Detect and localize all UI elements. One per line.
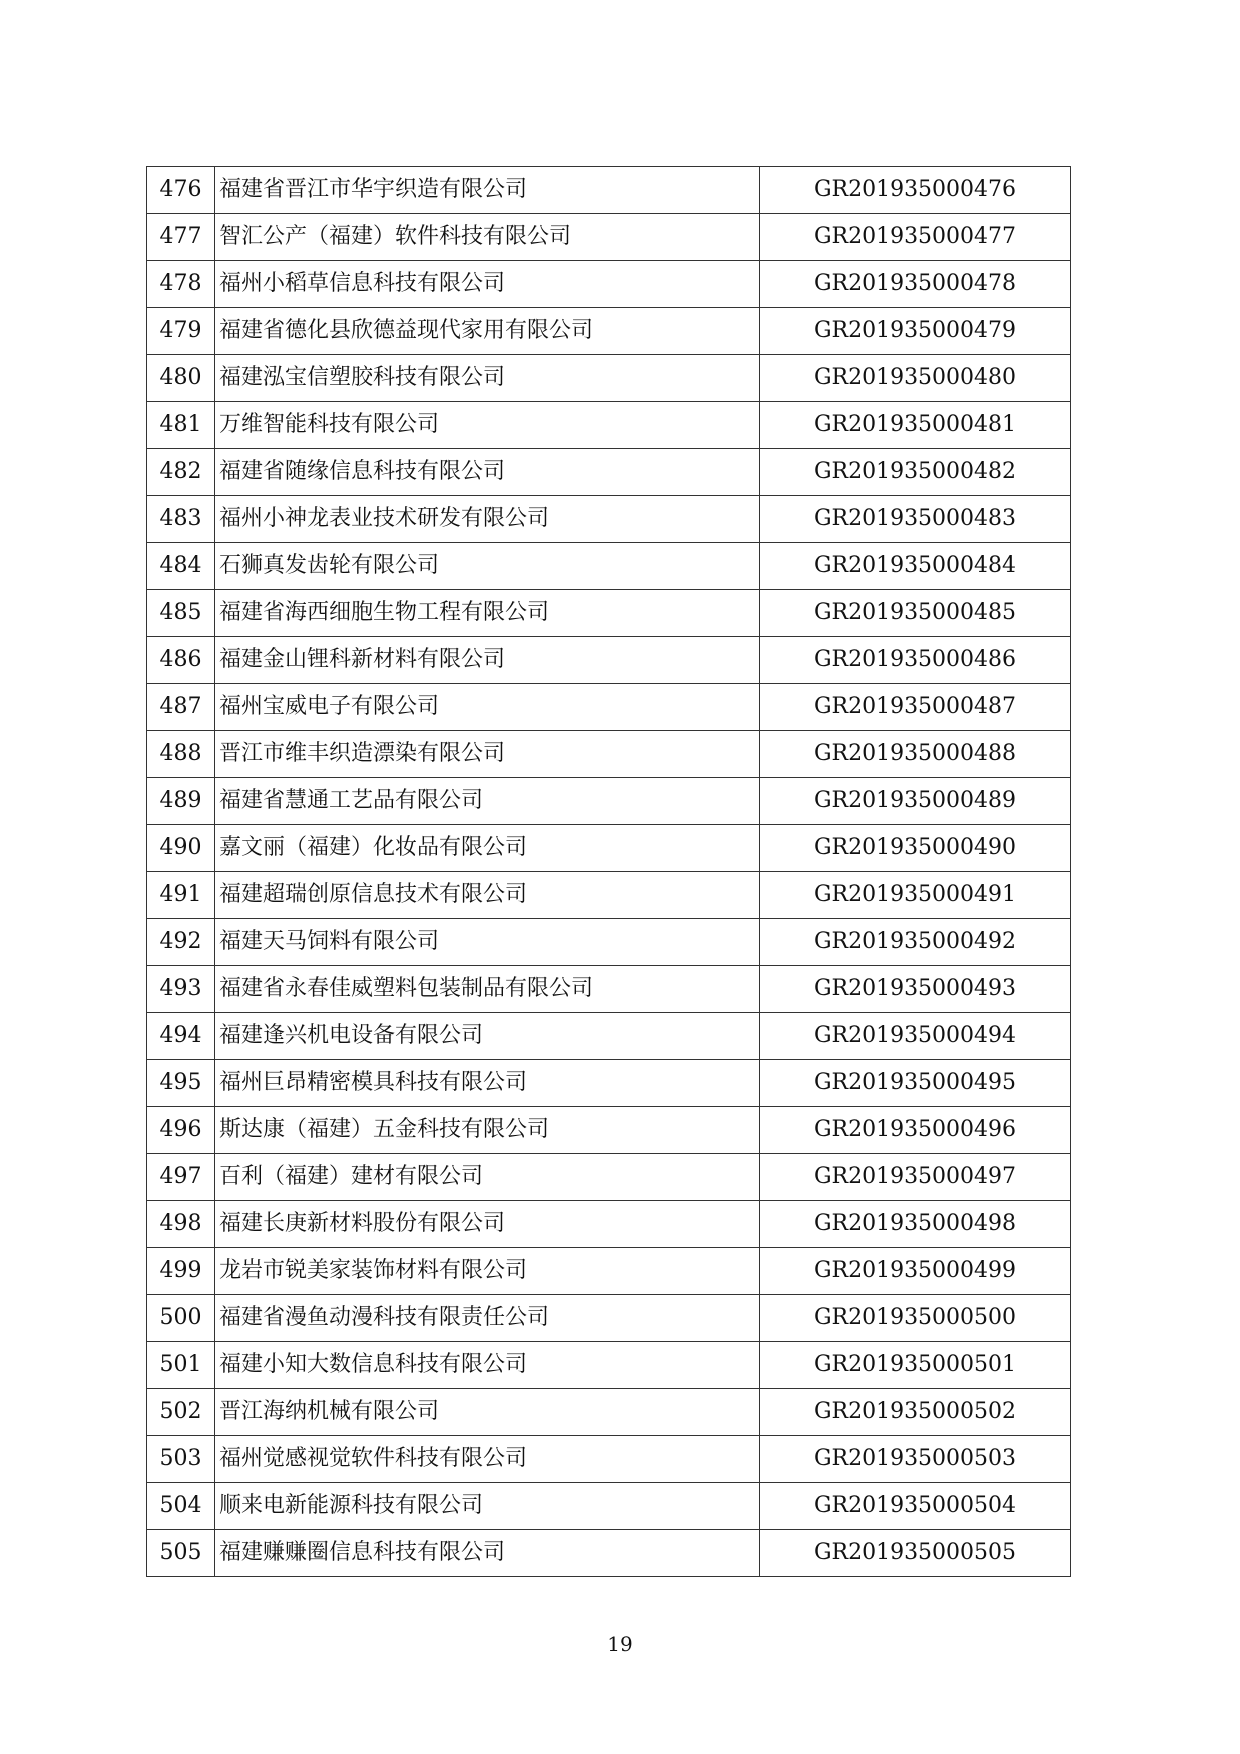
table-row	[147, 590, 1071, 637]
certificate-code: GR201935000500	[760, 1295, 1071, 1342]
company-name: 福州小神龙表业技术研发有限公司	[215, 496, 760, 543]
certificate-code: GR201935000493	[760, 966, 1071, 1013]
table-row	[147, 1295, 1071, 1342]
row-number: 498	[147, 1201, 215, 1248]
certificate-code: GR201935000476	[760, 167, 1071, 214]
company-name: 福建金山锂科新材料有限公司	[215, 637, 760, 684]
row-number: 476	[147, 167, 215, 214]
company-name: 晋江海纳机械有限公司	[215, 1389, 760, 1436]
table-row	[147, 402, 1071, 449]
company-name: 福州宝威电子有限公司	[215, 684, 760, 731]
row-number: 483	[147, 496, 215, 543]
table-row	[147, 919, 1071, 966]
certificate-code: GR201935000489	[760, 778, 1071, 825]
certificate-code: GR201935000482	[760, 449, 1071, 496]
row-number: 497	[147, 1154, 215, 1201]
table-row	[147, 355, 1071, 402]
table-row	[147, 1154, 1071, 1201]
table-row	[147, 1060, 1071, 1107]
certificate-code: GR201935000496	[760, 1107, 1071, 1154]
certificate-code: GR201935000504	[760, 1483, 1071, 1530]
company-name: 福建省随缘信息科技有限公司	[215, 449, 760, 496]
table-row	[147, 1248, 1071, 1295]
row-number: 491	[147, 872, 215, 919]
row-number: 494	[147, 1013, 215, 1060]
row-number: 477	[147, 214, 215, 261]
row-number: 481	[147, 402, 215, 449]
company-name: 嘉文丽（福建）化妆品有限公司	[215, 825, 760, 872]
row-number: 492	[147, 919, 215, 966]
company-name: 福建省慧通工艺品有限公司	[215, 778, 760, 825]
row-number: 490	[147, 825, 215, 872]
table-row	[147, 731, 1071, 778]
company-name: 石狮真发齿轮有限公司	[215, 543, 760, 590]
row-number: 505	[147, 1530, 215, 1577]
row-number: 488	[147, 731, 215, 778]
company-name: 福建泓宝信塑胶科技有限公司	[215, 355, 760, 402]
table-row	[147, 684, 1071, 731]
certificate-code: GR201935000494	[760, 1013, 1071, 1060]
row-number: 487	[147, 684, 215, 731]
table-row	[147, 1342, 1071, 1389]
certificate-code: GR201935000491	[760, 872, 1071, 919]
table-row	[147, 261, 1071, 308]
certificate-code: GR201935000495	[760, 1060, 1071, 1107]
table-row	[147, 637, 1071, 684]
certificate-code: GR201935000479	[760, 308, 1071, 355]
company-name: 龙岩市锐美家装饰材料有限公司	[215, 1248, 760, 1295]
certificate-code: GR201935000488	[760, 731, 1071, 778]
table-row	[147, 778, 1071, 825]
certificate-code: GR201935000484	[760, 543, 1071, 590]
row-number: 482	[147, 449, 215, 496]
table-row	[147, 825, 1071, 872]
certificate-code: GR201935000502	[760, 1389, 1071, 1436]
certificate-code: GR201935000478	[760, 261, 1071, 308]
row-number: 480	[147, 355, 215, 402]
certificate-code: GR201935000486	[760, 637, 1071, 684]
company-name: 福州觉感视觉软件科技有限公司	[215, 1436, 760, 1483]
row-number: 485	[147, 590, 215, 637]
certificate-code: GR201935000497	[760, 1154, 1071, 1201]
row-number: 478	[147, 261, 215, 308]
row-number: 503	[147, 1436, 215, 1483]
company-name: 万维智能科技有限公司	[215, 402, 760, 449]
company-name: 福建省漫鱼动漫科技有限责任公司	[215, 1295, 760, 1342]
row-number: 479	[147, 308, 215, 355]
row-number: 484	[147, 543, 215, 590]
certificate-code: GR201935000477	[760, 214, 1071, 261]
company-name: 智汇公产（福建）软件科技有限公司	[215, 214, 760, 261]
certificate-code: GR201935000483	[760, 496, 1071, 543]
company-name: 百利（福建）建材有限公司	[215, 1154, 760, 1201]
table-row	[147, 1201, 1071, 1248]
row-number: 495	[147, 1060, 215, 1107]
table-row	[147, 543, 1071, 590]
table-body	[147, 167, 1071, 1577]
table-row	[147, 167, 1071, 214]
certificate-code: GR201935000487	[760, 684, 1071, 731]
table-row	[147, 1389, 1071, 1436]
certificate-code: GR201935000492	[760, 919, 1071, 966]
certificate-code: GR201935000503	[760, 1436, 1071, 1483]
certificate-code: GR201935000481	[760, 402, 1071, 449]
company-name: 福建小知大数信息科技有限公司	[215, 1342, 760, 1389]
certificate-code: GR201935000485	[760, 590, 1071, 637]
certificate-code: GR201935000499	[760, 1248, 1071, 1295]
company-name: 顺来电新能源科技有限公司	[215, 1483, 760, 1530]
company-name: 福建超瑞创原信息技术有限公司	[215, 872, 760, 919]
table-row	[147, 1107, 1071, 1154]
company-name: 福建省晋江市华宇织造有限公司	[215, 167, 760, 214]
table-row	[147, 1013, 1071, 1060]
company-name: 福建省德化县欣德益现代家用有限公司	[215, 308, 760, 355]
row-number: 489	[147, 778, 215, 825]
table-row	[147, 496, 1071, 543]
certificate-code: GR201935000501	[760, 1342, 1071, 1389]
company-name: 福建逢兴机电设备有限公司	[215, 1013, 760, 1060]
company-name: 福州小稻草信息科技有限公司	[215, 261, 760, 308]
table-row	[147, 966, 1071, 1013]
company-name: 福州巨昂精密模具科技有限公司	[215, 1060, 760, 1107]
company-name: 晋江市维丰织造漂染有限公司	[215, 731, 760, 778]
row-number: 501	[147, 1342, 215, 1389]
certificate-code: GR201935000490	[760, 825, 1071, 872]
row-number: 493	[147, 966, 215, 1013]
row-number: 499	[147, 1248, 215, 1295]
company-registry-table	[146, 166, 1071, 1577]
row-number: 500	[147, 1295, 215, 1342]
row-number: 486	[147, 637, 215, 684]
company-name: 福建长庚新材料股份有限公司	[215, 1201, 760, 1248]
company-name: 福建天马饲料有限公司	[215, 919, 760, 966]
table-row	[147, 1530, 1071, 1577]
row-number: 496	[147, 1107, 215, 1154]
table-row	[147, 1436, 1071, 1483]
certificate-code: GR201935000498	[760, 1201, 1071, 1248]
row-number: 502	[147, 1389, 215, 1436]
company-name: 福建省海西细胞生物工程有限公司	[215, 590, 760, 637]
company-name: 斯达康（福建）五金科技有限公司	[215, 1107, 760, 1154]
certificate-code: GR201935000480	[760, 355, 1071, 402]
certificate-code: GR201935000505	[760, 1530, 1071, 1577]
table-row	[147, 872, 1071, 919]
company-name: 福建省永春佳威塑料包装制品有限公司	[215, 966, 760, 1013]
table-row	[147, 214, 1071, 261]
page-number: 19	[607, 1632, 633, 1656]
table-row	[147, 308, 1071, 355]
row-number: 504	[147, 1483, 215, 1530]
table-row	[147, 449, 1071, 496]
company-name: 福建赚赚圈信息科技有限公司	[215, 1530, 760, 1577]
table-row	[147, 1483, 1071, 1530]
